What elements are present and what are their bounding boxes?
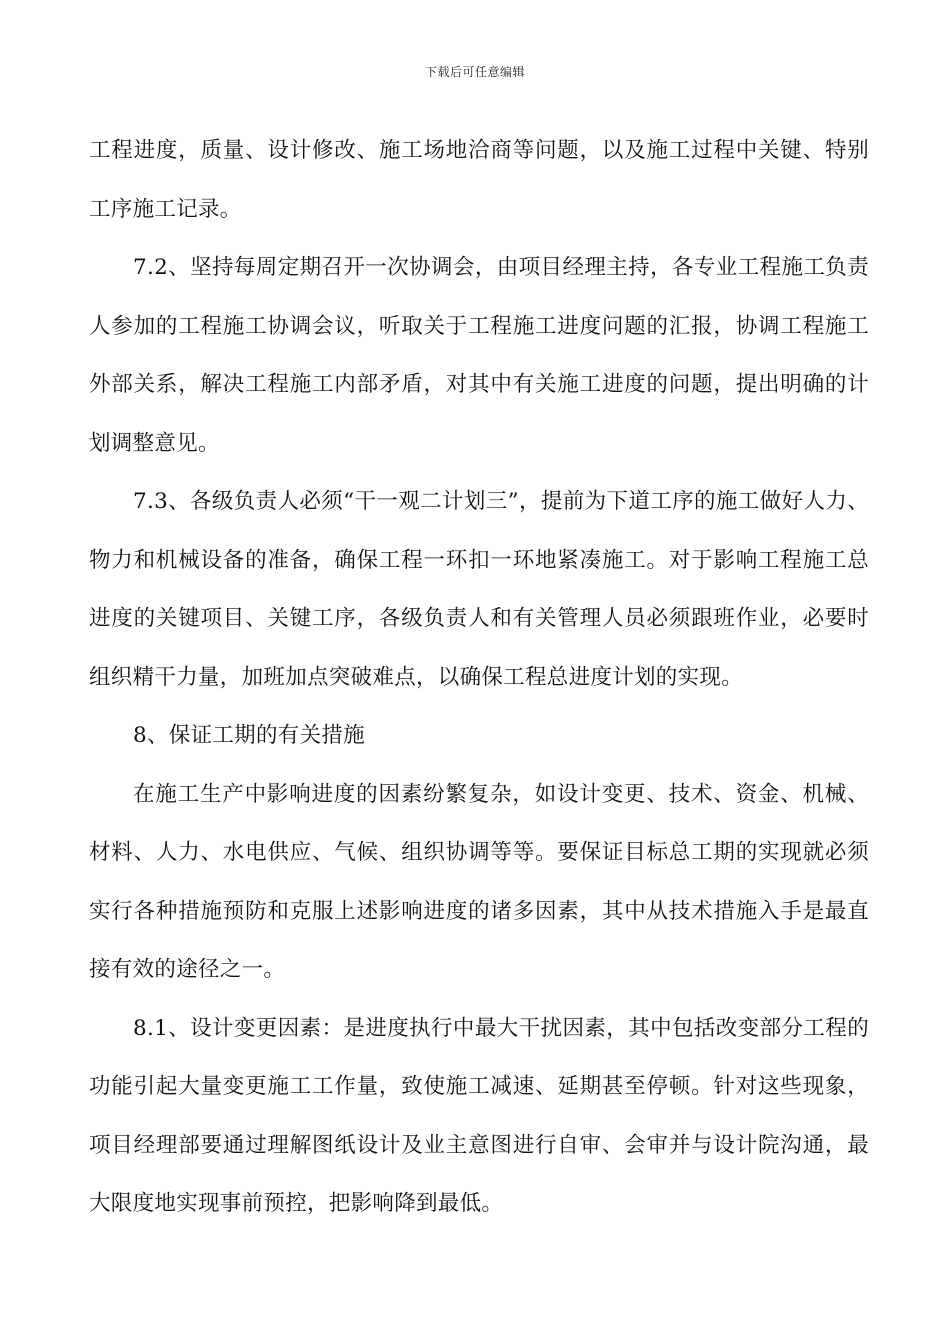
page-header-note: 下载后可任意编辑 <box>424 65 525 79</box>
paragraph-7-3: 7.3、各级负责人必须“干一观二计划三”，提前为下道工序的施工做好人力、物力和机械设备的准备，确保工程一环扣一环地紧凑施工。对于影响工程施工总进度的关键项目、关键工序，各级负责人和有关管理人员必须跟班作业，必要时组织精干力量，加班加点突破难点，以确保工程总进度计划的实现。 <box>89 489 869 690</box>
paragraph-8-1: 8.1、设计变更因素：是进度执行中最大干扰因素，其中包括改变部分工程的功能引起大量变更施工工作量，致使施工减速、延期甚至停顿。针对这些现象，项目经理部要通过理解图纸设计及业主意图进行自审、会审并与设计院沟通，最大限度地实现事前预控，把影响降到最低。 <box>89 1015 869 1216</box>
paragraph-8-intro: 在施工生产中影响进度的因素纷繁复杂，如设计变更、技术、资金、机械、材料、人力、水电供应、气候、组织协调等等。要保证目标总工期的实现就必须实行各种措施预防和克服上述影响进度的诸多因素，其中从技术措施入手是最直接有效的途径之一。 <box>89 781 869 982</box>
paragraph-7-2: 7.2、坚持每周定期召开一次协调会，由项目经理主持，各专业工程施工负责人参加的工程施工协调会议，听取关于工程施工进度问题的汇报，协调工程施工外部关系，解决工程施工内部矛盾，对其中有关施工进度的问题，提出明确的计划调整意见。 <box>89 255 869 456</box>
document-body <box>89 122 869 1234</box>
paragraph-continuation: 工程进度，质量、设计修改、施工场地洽商等问题，以及施工过程中关键、特别工序施工记录。 <box>89 138 869 222</box>
section-heading-8: 8、保证工期的有关措施 <box>133 723 365 748</box>
